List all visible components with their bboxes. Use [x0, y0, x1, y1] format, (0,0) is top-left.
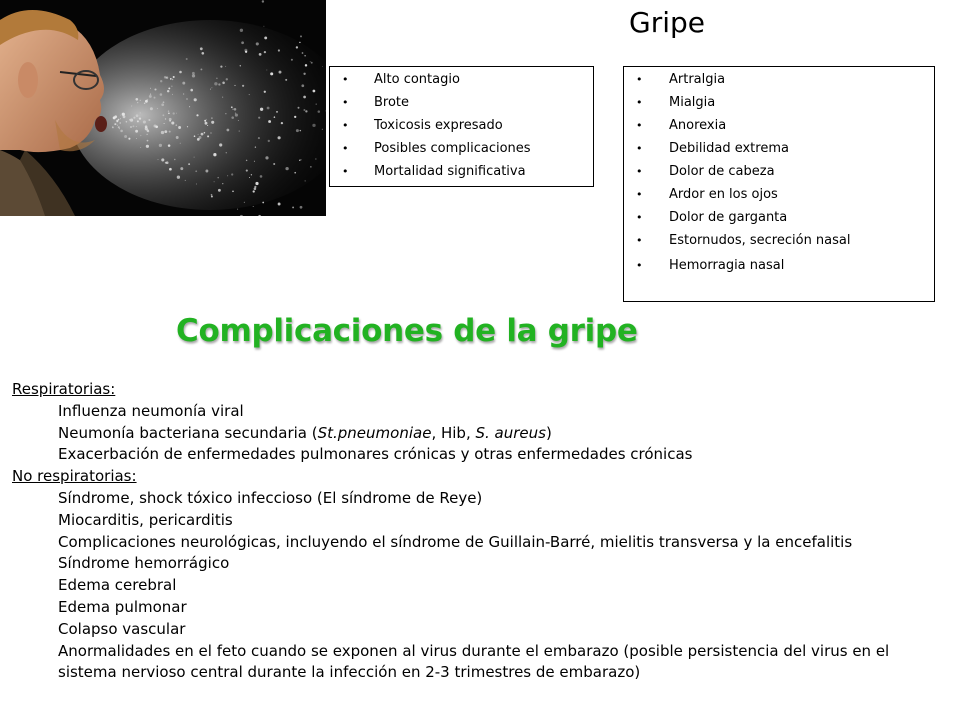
- bullet-icon: •: [636, 188, 643, 201]
- list-item: Anormalidades en el feto cuando se exponen al virus durante el embarazo (posible persistencia del virus en el sistema nervioso central durante la infección en 2-3 trimestres de embarazo): [58, 641, 890, 682]
- bullet-icon: •: [342, 119, 349, 132]
- list-item: • Toxicosis expresado: [374, 114, 593, 137]
- non-respiratory-label: No respiratorias:: [12, 467, 137, 486]
- list-item: • Mortalidad significativa: [374, 160, 593, 183]
- sneezing-man-photo: [0, 0, 326, 216]
- list-item: Síndrome, shock tóxico infeccioso (El síndrome de Reye): [58, 488, 483, 507]
- list-item: • Posibles complicaciones: [374, 137, 593, 160]
- bullet-icon: •: [636, 211, 643, 224]
- list-item: • Anorexia: [669, 114, 934, 137]
- bullet-icon: •: [636, 142, 643, 155]
- list-item: Edema cerebral: [58, 576, 177, 595]
- list-item: • Alto contagio: [374, 68, 593, 91]
- symptoms-box: [623, 66, 935, 302]
- bullet-icon: •: [636, 259, 643, 272]
- symptoms-list: [624, 68, 934, 277]
- list-item: • Mialgia: [669, 91, 934, 114]
- slide-title: Gripe: [629, 6, 705, 39]
- list-item: Neumonía bacteriana secundaria (St.pneumoniae, Hib, S. aureus): [58, 423, 552, 442]
- list-item: • Dolor de cabeza: [669, 160, 934, 183]
- list-item: • Ardor en los ojos: [669, 183, 934, 206]
- list-item: • Estornudos, secreción nasal: [669, 229, 934, 252]
- list-item: • Debilidad extrema: [669, 137, 934, 160]
- list-item: Síndrome hemorrágico: [58, 554, 230, 573]
- transmission-box: [329, 66, 594, 187]
- bullet-icon: •: [342, 142, 349, 155]
- bullet-icon: •: [342, 73, 349, 86]
- transmission-list: [330, 68, 593, 183]
- bullet-icon: •: [636, 165, 643, 178]
- complications-heading: Complicaciones de la gripe: [176, 313, 638, 349]
- list-item: Edema pulmonar: [58, 597, 187, 616]
- respiratory-label: Respiratorias:: [12, 380, 116, 398]
- bullet-icon: •: [342, 165, 349, 178]
- list-item: • Dolor de garganta: [669, 206, 934, 229]
- bullet-icon: •: [342, 96, 349, 109]
- bullet-icon: •: [636, 96, 643, 109]
- list-item: Miocarditis, pericarditis: [58, 510, 233, 529]
- list-item: Colapso vascular: [58, 619, 186, 638]
- list-item: Complicaciones neurológicas, incluyendo el síndrome de Guillain-Barré, mielitis transversa y la encefalitis: [58, 532, 853, 551]
- bullet-icon: •: [636, 234, 643, 247]
- complications-body: [12, 379, 952, 684]
- list-item: • Artralgia: [669, 68, 934, 91]
- list-item: Exacerbación de enfermedades pulmonares crónicas y otras enfermedades crónicas: [58, 445, 693, 464]
- bullet-icon: •: [636, 73, 643, 86]
- list-item: Influenza neumonía viral: [58, 401, 244, 420]
- list-item: • Hemorragia nasal: [669, 254, 934, 277]
- bullet-icon: •: [636, 119, 643, 132]
- list-item: • Brote: [374, 91, 593, 114]
